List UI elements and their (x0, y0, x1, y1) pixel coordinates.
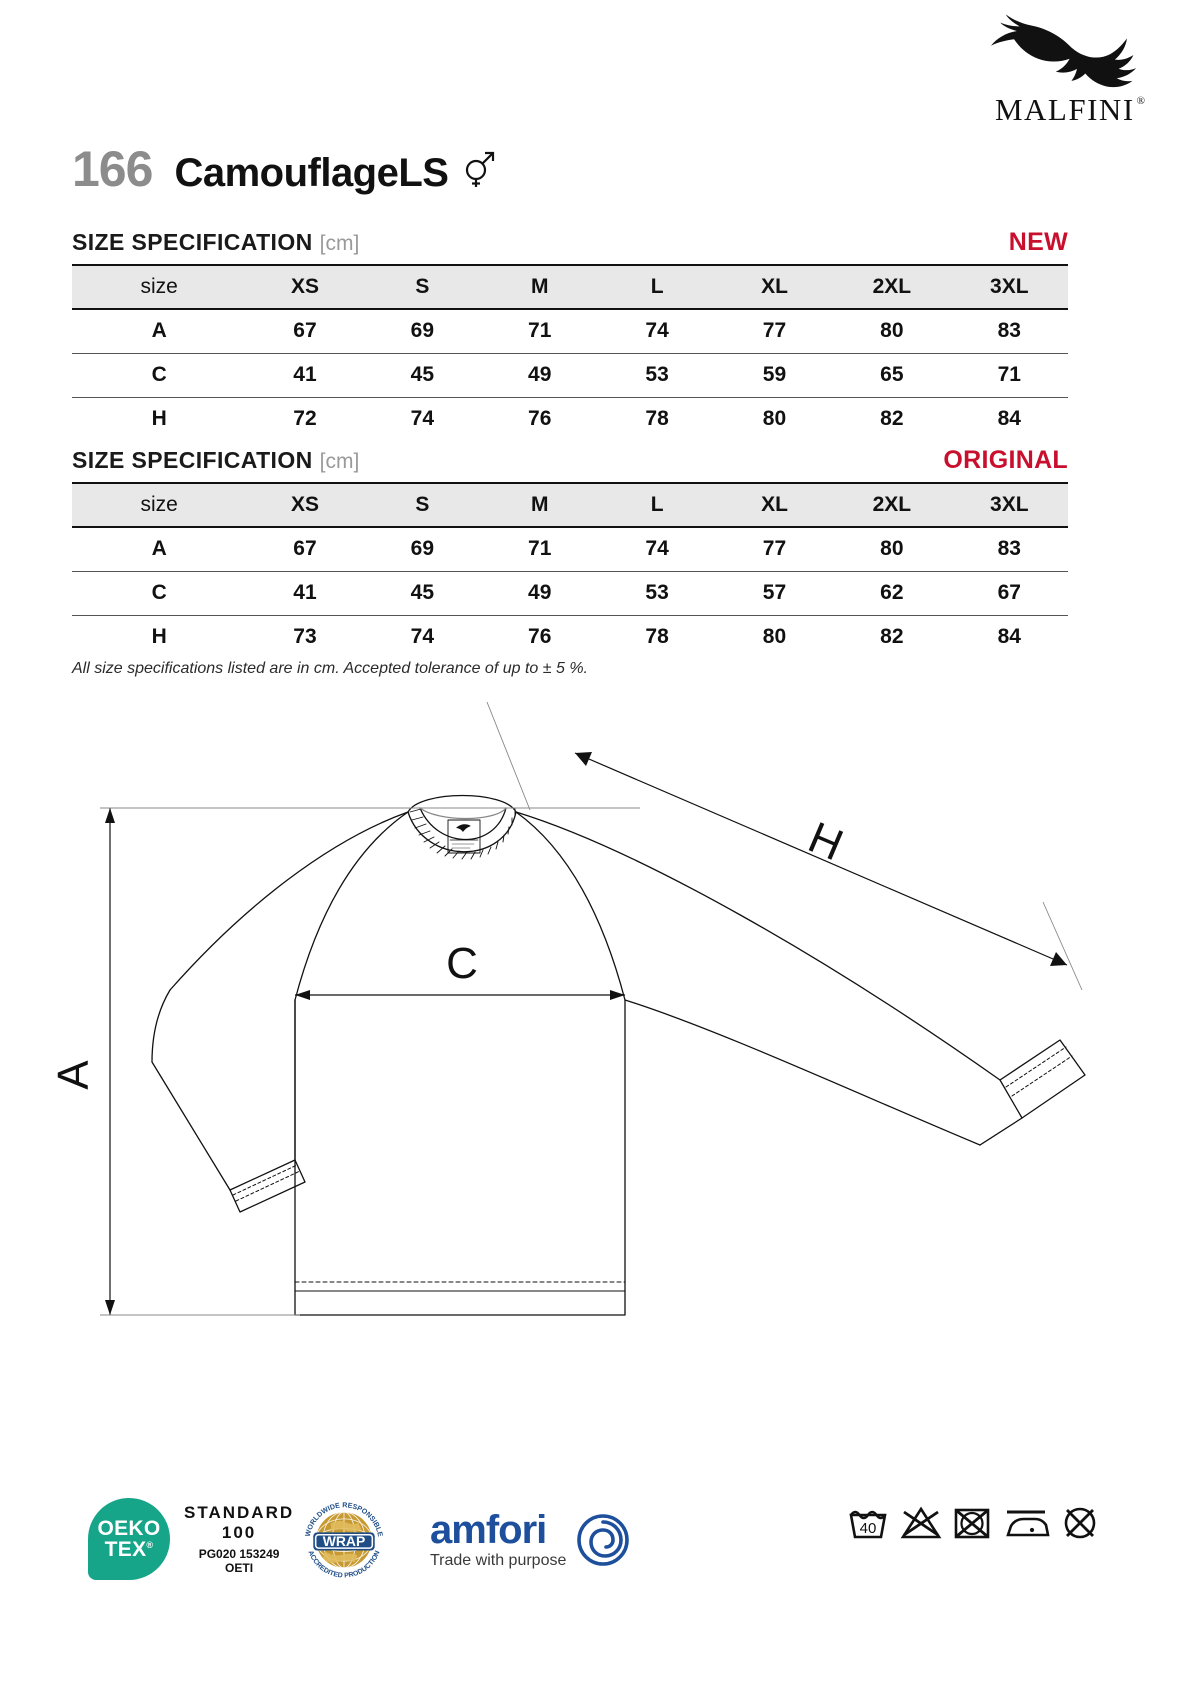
oekotex-standard: STANDARD (184, 1503, 295, 1522)
oekotex-reg: ® (146, 1540, 154, 1550)
table-cell: 41 (246, 571, 363, 615)
table-cell: 53 (598, 571, 715, 615)
table-row (72, 309, 1068, 353)
table-cell: 82 (880, 407, 904, 431)
table-cell: 80 (833, 527, 950, 571)
table-cell: 65 (833, 353, 950, 397)
wash-40-icon (845, 1502, 891, 1542)
table-cell: 59 (716, 353, 833, 397)
product-name: CamouflageLS (174, 151, 449, 195)
table-cell: 53 (598, 353, 715, 397)
table-cell: 45 (364, 353, 481, 397)
table-cell: 77 (716, 527, 833, 571)
spec-heading-label: SIZE SPECIFICATION (72, 447, 313, 473)
do-not-dry-clean-icon (1059, 1502, 1101, 1542)
measure-label-c: C (446, 939, 478, 988)
table-header-row (72, 483, 1068, 527)
wrap-bottom-text: ACCREDITED PRODUCTION (306, 1549, 382, 1580)
table-cell: 76 (528, 625, 552, 649)
column-header: M (481, 265, 598, 309)
certification-footer (0, 1480, 1200, 1640)
column-header: M (481, 483, 598, 527)
row-label: A (72, 527, 246, 571)
table-cell: 77 (716, 309, 833, 353)
row-label: H (151, 407, 167, 431)
unisex-gender-icon (462, 144, 496, 188)
table-cell: 71 (481, 309, 598, 353)
table-cell: 74 (410, 625, 435, 649)
table-cell: 71 (481, 527, 598, 571)
page-title (72, 140, 496, 198)
spec-heading-unit: [cm] (319, 450, 360, 473)
table-cell: 72 (293, 407, 317, 431)
wrap-logo-icon (296, 1492, 392, 1588)
table-row (72, 615, 1068, 659)
table-cell: 74 (410, 407, 435, 431)
oekotex-line1: OEKO (97, 1516, 161, 1540)
spec-heading-original (72, 446, 1068, 475)
spec-heading-new (72, 228, 1068, 257)
table-cell: 83 (951, 309, 1068, 353)
table-cell: 67 (951, 571, 1068, 615)
oekotex-standard-number: 100 (221, 1523, 257, 1542)
table-cell: 80 (762, 625, 787, 649)
table-header-row (72, 265, 1068, 309)
measure-label-h: H (801, 812, 850, 871)
column-header: L (598, 265, 715, 309)
row-label: H (151, 625, 167, 649)
table-cell: 76 (528, 407, 552, 431)
column-header: XL (716, 483, 833, 527)
amfori-spiral-icon (576, 1513, 630, 1567)
table-cell: 84 (997, 625, 1021, 649)
size-table-new (72, 264, 1068, 441)
tolerance-footnote: All size specifications listed are in cm. Accepted tolerance of up to ± 5 %. (72, 660, 588, 677)
table-row (72, 353, 1068, 397)
table-cell: 80 (762, 407, 787, 431)
table-cell: 78 (645, 625, 669, 649)
table-cell: 49 (481, 571, 598, 615)
spec-tag-new: NEW (1008, 228, 1068, 256)
table-cell: 71 (951, 353, 1068, 397)
amfori-badge (430, 1510, 630, 1570)
care-symbols (845, 1502, 1101, 1542)
product-code: 166 (72, 141, 153, 197)
wash-temperature-label: 40 (859, 1520, 877, 1537)
table-cell: 69 (364, 527, 481, 571)
do-not-bleach-icon (900, 1502, 942, 1542)
column-header: 3XL (951, 483, 1068, 527)
column-header: L (598, 483, 715, 527)
table-row (72, 397, 1068, 441)
table-cell: 83 (951, 527, 1068, 571)
column-header: size (72, 265, 246, 309)
oekotex-logo-icon (88, 1498, 170, 1580)
column-header: XL (716, 265, 833, 309)
column-header: size (72, 483, 246, 527)
size-table-original (72, 482, 1068, 659)
oekotex-line2: TEX (104, 1538, 147, 1561)
garment-technical-drawing (0, 690, 1200, 1380)
eagle-icon (978, 4, 1163, 94)
wrap-center-text: WRAP (322, 1532, 366, 1549)
column-header: XS (246, 483, 363, 527)
column-header: 2XL (833, 265, 950, 309)
iron-low-icon (1002, 1502, 1050, 1542)
registered-mark: ® (1136, 95, 1146, 107)
table-cell: 45 (364, 571, 481, 615)
table-cell: 57 (716, 571, 833, 615)
wrap-top-text: WORLDWIDE RESPONSIBLE (303, 1501, 385, 1538)
brand-logo (970, 4, 1170, 125)
table-cell: 78 (645, 407, 669, 431)
column-header: 2XL (833, 483, 950, 527)
table-cell: 82 (880, 625, 904, 649)
table-cell: 67 (246, 527, 363, 571)
table-cell: 69 (364, 309, 481, 353)
amfori-name: amfori (430, 1508, 547, 1552)
spec-heading-label: SIZE SPECIFICATION (72, 229, 313, 255)
table-cell: 74 (598, 309, 715, 353)
column-header: XS (246, 265, 363, 309)
brand-name: MALFINI (994, 92, 1135, 127)
oekotex-institute: OETI (225, 1561, 254, 1575)
measure-label-a: A (49, 1060, 98, 1090)
row-label: C (72, 353, 246, 397)
oekotex-certificate: PG020 153249 (198, 1547, 280, 1561)
spec-tag-original: ORIGINAL (943, 446, 1068, 474)
amfori-tagline: Trade with purpose (430, 1552, 567, 1569)
table-cell: 80 (833, 309, 950, 353)
table-cell: 41 (246, 353, 363, 397)
row-label: C (72, 571, 246, 615)
table-cell: 67 (246, 309, 363, 353)
table-cell: 49 (481, 353, 598, 397)
table-cell: 84 (997, 407, 1021, 431)
oekotex-badge (88, 1498, 294, 1580)
table-cell: 74 (598, 527, 715, 571)
table-cell: 73 (293, 625, 317, 649)
column-header: 3XL (951, 265, 1068, 309)
table-cell: 62 (833, 571, 950, 615)
row-label: A (72, 309, 246, 353)
do-not-tumble-dry-icon (951, 1502, 993, 1542)
column-header: S (364, 483, 481, 527)
table-row (72, 527, 1068, 571)
column-header: S (364, 265, 481, 309)
spec-heading-unit: [cm] (319, 232, 360, 255)
table-row (72, 571, 1068, 615)
